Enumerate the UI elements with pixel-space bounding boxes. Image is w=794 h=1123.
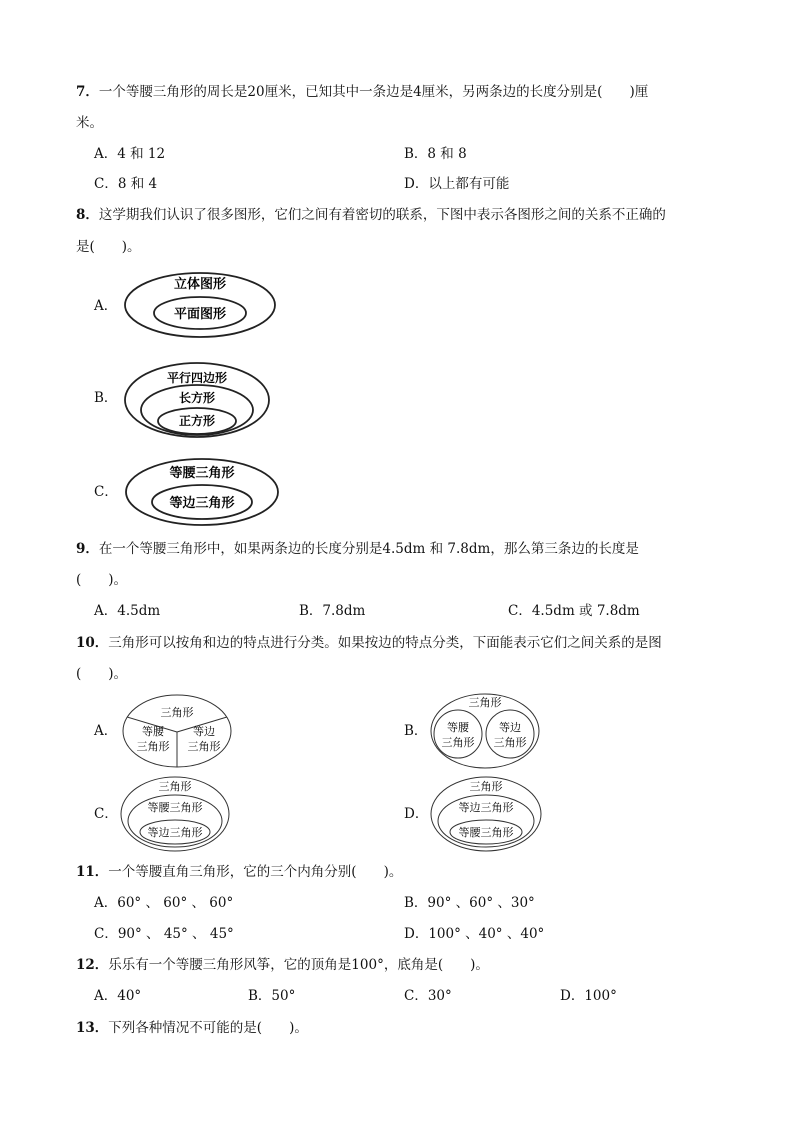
question-13-text: 下列各种情况不可能的是( )。 (108, 1020, 308, 1036)
q11-option-a[interactable]: A．60° 、 60° 、 60° (94, 895, 234, 911)
q10-diagram-a (120, 692, 234, 770)
q9-option-a[interactable]: A．4.5dm (94, 603, 161, 619)
q10c-outer-label: 三角形 (158, 780, 192, 793)
question-11-text: 一个等腰直角三角形，它的三个内角分别( )。 (108, 864, 403, 880)
question-9-line-2: ( )。 (76, 572, 128, 588)
question-8-line-1 (76, 205, 666, 225)
question-9-line-1 (76, 539, 639, 559)
q8c-outer-label: 等腰三角形 (169, 466, 235, 481)
q8b-outer-label: 平行四边形 (166, 371, 228, 385)
q10b-right-circle (486, 710, 534, 758)
question-7-line-2: 米。 (76, 115, 103, 131)
question-10-text: 三角形可以按角和边的特点进行分类。如果按边的特点分类，下面能表示它们之间关系的是图 (108, 635, 662, 651)
question-7-number: 7． (76, 84, 99, 100)
q8a-outer-label: 立体图形 (173, 277, 227, 292)
q10d-inner-label: 等腰三角形 (458, 826, 514, 839)
q10b-right-label-2: 三角形 (493, 736, 527, 749)
q12-option-c[interactable]: C．30° (404, 988, 452, 1004)
q10-diagram-b (428, 691, 542, 771)
question-13-line-1 (76, 1018, 308, 1038)
q10-option-b-label[interactable]: B． (404, 723, 428, 739)
q7-option-a[interactable]: A．4 和 12 (94, 146, 166, 162)
q8-diagram-c (122, 455, 282, 529)
question-11-line-1 (76, 862, 402, 882)
q10b-left-label-1: 等腰 (447, 721, 469, 734)
q12-option-d[interactable]: D．100° (560, 988, 617, 1004)
q10a-left-label-1: 等腰 (142, 725, 164, 738)
question-12-line-1 (76, 955, 489, 975)
q8-option-c-label[interactable]: C． (94, 484, 118, 500)
q10b-left-label-2: 三角形 (441, 736, 475, 749)
q8-option-b-label[interactable]: B． (94, 390, 118, 406)
question-13-number: 13． (76, 1020, 109, 1036)
question-8-line-2: 是( )。 (76, 239, 141, 255)
question-7-text: 一个等腰三角形的周长是20厘米，已知其中一条边是4厘米，另两条边的长度分别是( )厘 (98, 84, 649, 100)
q12-option-a[interactable]: A．40° (94, 988, 142, 1004)
question-8-text: 这学期我们认识了很多图形，它们之间有着密切的联系，下图中表示各图形之间的关系不正确的 (98, 207, 666, 223)
q10-option-c-label[interactable]: C． (94, 806, 118, 822)
question-10-number: 10． (76, 635, 109, 651)
q10d-outer-label: 三角形 (469, 780, 503, 793)
question-12-text: 乐乐有一个等腰三角形风筝，它的顶角是100°，底角是( )。 (108, 957, 489, 973)
question-9-number: 9． (76, 541, 99, 557)
q10a-right-label-2: 三角形 (187, 740, 221, 753)
question-11-number: 11． (76, 864, 109, 880)
q10b-right-label-1: 等边 (499, 721, 521, 734)
q10d-middle-label: 等边三角形 (458, 801, 514, 814)
question-8-number: 8． (76, 207, 99, 223)
q9-option-b[interactable]: B．7.8dm (299, 603, 366, 619)
q10b-left-circle (434, 710, 482, 758)
question-10-line-1 (76, 633, 662, 653)
q8-option-a-label[interactable]: A． (94, 298, 118, 314)
q10-option-a-label[interactable]: A． (94, 723, 118, 739)
q10b-top-label: 三角形 (468, 696, 502, 709)
q10a-top-label: 三角形 (160, 706, 194, 719)
q7-option-c[interactable]: C．8 和 4 (94, 176, 158, 192)
q8a-inner-label: 平面图形 (173, 307, 227, 322)
question-9-text: 在一个等腰三角形中，如果两条边的长度分别是4.5dm 和 7.8dm，那么第三条边的长度是 (98, 541, 639, 557)
q7-option-b[interactable]: B．8 和 8 (404, 146, 467, 162)
q10-diagram-d (428, 774, 544, 854)
q8-diagram-a (122, 270, 280, 340)
q7-option-d[interactable]: D．以上都有可能 (404, 176, 510, 192)
q10c-middle-label: 等腰三角形 (147, 801, 203, 814)
question-12-number: 12． (76, 957, 109, 973)
q11-option-c[interactable]: C．90° 、 45° 、 45° (94, 926, 234, 942)
q10a-left-label-2: 三角形 (136, 740, 170, 753)
question-10-line-2: ( )。 (76, 666, 128, 682)
q11-option-d[interactable]: D．100° 、40° 、40° (404, 926, 545, 942)
q10-diagram-c (118, 774, 232, 854)
q8c-inner-label: 等边三角形 (169, 496, 235, 511)
q10a-right-label-1: 等边 (193, 725, 215, 738)
q8b-inner-label: 正方形 (178, 414, 216, 428)
q8b-middle-label: 长方形 (178, 391, 216, 405)
q9-option-c[interactable]: C．4.5dm 或 7.8dm (508, 603, 640, 619)
q8-diagram-b (122, 360, 272, 440)
q12-option-b[interactable]: B．50° (248, 988, 296, 1004)
question-7-line-1 (76, 82, 648, 102)
q10-option-d-label[interactable]: D． (404, 806, 429, 822)
q10c-inner-label: 等边三角形 (147, 826, 203, 839)
q11-option-b[interactable]: B．90° 、60° 、30° (404, 895, 535, 911)
